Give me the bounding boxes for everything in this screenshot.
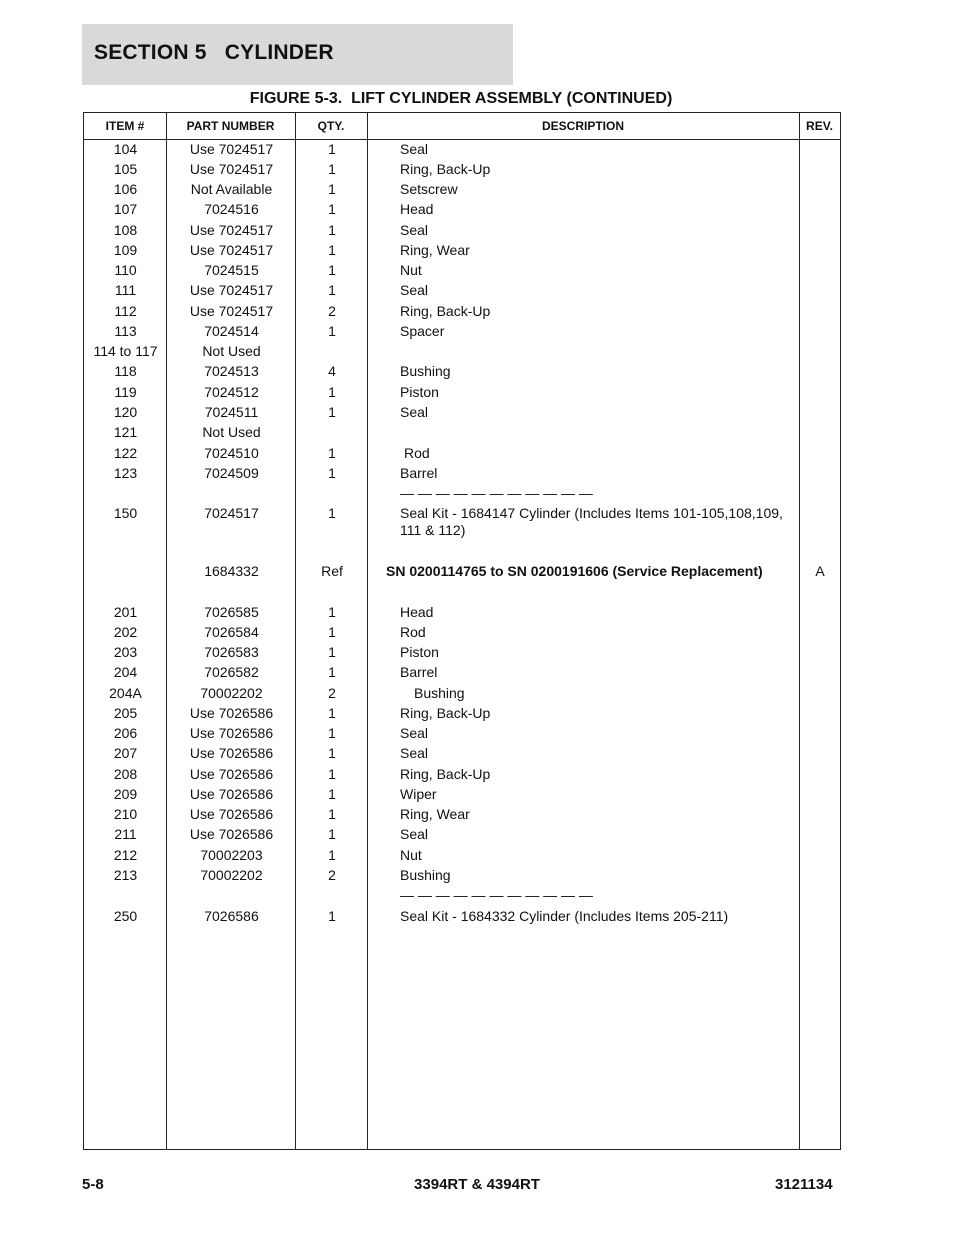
part-number-cell: 7026585: [204, 604, 259, 620]
description-cell: Seal Kit - 1684332 Cylinder (Includes Items 205-211): [400, 908, 729, 924]
header-qty: QTY.: [317, 119, 345, 133]
qty-cell: 1: [328, 766, 336, 782]
description-cell: Seal: [400, 826, 429, 842]
item-cell: 204A: [109, 685, 142, 701]
qty-cell: 1: [328, 141, 336, 157]
qty-cell: 1: [328, 624, 336, 640]
description-cell: Ring, Back-Up: [400, 303, 491, 319]
part-number-cell: Use 7024517: [189, 141, 274, 157]
description-cell: SN 0200114765 to SN 0200191606 (Service Replacement): [386, 563, 763, 579]
qty-cell: 2: [328, 303, 336, 319]
item-cell: 120: [113, 404, 138, 420]
qty-cell: 2: [328, 685, 336, 701]
part-number-cell: 7024509: [204, 465, 259, 481]
description-cell: Nut: [400, 847, 422, 863]
qty-cell: 1: [328, 445, 336, 461]
qty-cell: Ref: [321, 563, 343, 579]
qty-cell: 1: [328, 222, 336, 238]
part-number-cell: Use 7026586: [189, 766, 274, 782]
qty-cell: 1: [328, 908, 336, 924]
qty-cell: 1: [328, 181, 336, 197]
description-cell: Seal Kit - 1684147 Cylinder (Includes Items 101-105,108,109,: [400, 505, 783, 521]
qty-cell: 1: [328, 384, 336, 400]
part-number-cell: Use 7026586: [189, 705, 274, 721]
item-cell: 119: [114, 384, 137, 400]
description-cell: Rod: [404, 445, 430, 461]
qty-cell: 1: [328, 242, 336, 258]
item-cell: 111: [114, 282, 137, 298]
description-cell: Seal: [400, 222, 429, 238]
description-cell: Ring, Back-Up: [400, 766, 491, 782]
part-number-cell: Not Used: [202, 424, 261, 440]
qty-cell: 1: [328, 505, 336, 521]
qty-cell: 1: [328, 806, 336, 822]
description-cell: Rod: [400, 624, 426, 640]
item-cell: 206: [113, 725, 138, 741]
description-cell: Ring, Back-Up: [400, 705, 491, 721]
item-cell: 201: [113, 604, 138, 620]
part-number-cell: Use 7026586: [189, 745, 274, 761]
item-cell: 118: [114, 363, 137, 379]
section-banner: [82, 24, 513, 85]
item-cell: 110: [114, 262, 137, 278]
item-cell: 250: [113, 908, 138, 924]
header-rev: REV.: [806, 119, 833, 133]
qty-cell: 1: [328, 644, 336, 660]
description-cell: Head: [400, 604, 434, 620]
part-number-cell: 1684332: [204, 563, 259, 579]
qty-cell: 1: [328, 465, 336, 481]
part-number-cell: Use 7026586: [189, 725, 274, 741]
qty-cell: 1: [328, 282, 336, 298]
part-number-cell: Use 7024517: [189, 161, 274, 177]
description-cell: Barrel: [400, 664, 438, 680]
description-cell: Bushing: [400, 363, 451, 379]
description-cell: Bushing: [414, 685, 465, 701]
item-cell: 122: [113, 445, 138, 461]
description-cell: Piston: [400, 384, 439, 400]
item-cell: 112: [114, 303, 137, 319]
item-cell: 202: [113, 624, 138, 640]
item-cell: 204: [113, 664, 138, 680]
item-cell: 208: [113, 766, 138, 782]
description-cell: Spacer: [400, 323, 445, 339]
qty-cell: 1: [328, 745, 336, 761]
description-cell: — — — — — — — — — — —: [400, 887, 593, 903]
figure-title: FIGURE 5-3. LIFT CYLINDER ASSEMBLY (CONTINUED): [249, 90, 673, 107]
part-number-cell: 7026583: [204, 644, 259, 660]
qty-cell: 4: [328, 363, 336, 379]
part-number-cell: 7026584: [204, 624, 259, 640]
item-cell: 213: [113, 867, 138, 883]
header-description: DESCRIPTION: [541, 119, 624, 133]
part-number-cell: Use 7026586: [189, 806, 274, 822]
column-divider: [799, 113, 800, 1149]
description-cell: Seal: [400, 725, 429, 741]
item-cell: 104: [113, 141, 138, 157]
document-number: 3121134: [775, 1176, 833, 1193]
description-cell: Ring, Back-Up: [400, 161, 491, 177]
qty-cell: 1: [328, 404, 336, 420]
item-cell: 105: [113, 161, 138, 177]
qty-cell: 1: [328, 826, 336, 842]
item-cell: 121: [113, 424, 138, 440]
header-item: ITEM #: [105, 119, 145, 133]
description-cell: Piston: [400, 644, 439, 660]
part-number-cell: 7024514: [204, 323, 259, 339]
description-cell: Seal: [400, 745, 429, 761]
item-cell: 107: [113, 201, 138, 217]
part-number-cell: 7024515: [204, 262, 259, 278]
part-number-cell: 7026586: [204, 908, 259, 924]
part-number-cell: Use 7026586: [189, 786, 274, 802]
qty-cell: 1: [328, 323, 336, 339]
description-cell: Wiper: [400, 786, 437, 802]
qty-cell: 1: [328, 604, 336, 620]
item-cell: 123: [113, 465, 138, 481]
qty-cell: 1: [328, 847, 336, 863]
item-cell: 106: [113, 181, 138, 197]
description-cell: Setscrew: [400, 181, 458, 197]
part-number-cell: 7024516: [204, 201, 259, 217]
page-number: 5-8: [82, 1176, 104, 1193]
item-cell: 212: [113, 847, 138, 863]
part-number-cell: Not Used: [202, 343, 261, 359]
description-cell: — — — — — — — — — — —: [400, 485, 593, 501]
parts-table: [83, 112, 841, 1150]
description-cell: Ring, Wear: [400, 242, 470, 258]
item-cell: 108: [113, 222, 138, 238]
part-number-cell: 7024510: [204, 445, 259, 461]
item-cell: 209: [113, 786, 138, 802]
part-number-cell: 7024512: [204, 384, 259, 400]
section-title: SECTION 5 CYLINDER: [94, 41, 334, 64]
part-number-cell: 70002203: [200, 847, 263, 863]
header-part-number: PART NUMBER: [186, 119, 275, 133]
item-cell: 150: [113, 505, 138, 521]
model-label: 3394RT & 4394RT: [414, 1176, 540, 1193]
description-cell: Seal: [400, 404, 429, 420]
qty-cell: 1: [328, 664, 336, 680]
qty-cell: 1: [328, 725, 336, 741]
description-cell: Bushing: [400, 867, 451, 883]
part-number-cell: 7024517: [204, 505, 259, 521]
description-cell: Seal: [400, 282, 429, 298]
item-cell: 114 to 117: [93, 343, 158, 359]
description-cell: Seal: [400, 141, 429, 157]
rev-cell: A: [815, 563, 825, 579]
part-number-cell: Not Available: [190, 181, 273, 197]
item-cell: 211: [114, 826, 137, 842]
qty-cell: 1: [328, 786, 336, 802]
part-number-cell: Use 7024517: [189, 222, 274, 238]
item-cell: 109: [113, 242, 138, 258]
description-cell: Ring, Wear: [400, 806, 470, 822]
part-number-cell: Use 7024517: [189, 242, 274, 258]
qty-cell: 1: [328, 262, 336, 278]
qty-cell: 1: [328, 201, 336, 217]
item-cell: 205: [113, 705, 138, 721]
description-cell: Nut: [400, 262, 422, 278]
description-cell: 111 & 112): [400, 522, 466, 538]
part-number-cell: Use 7024517: [189, 282, 274, 298]
description-cell: Barrel: [400, 465, 438, 481]
part-number-cell: Use 7026586: [189, 826, 274, 842]
part-number-cell: 7024511: [204, 404, 259, 420]
item-cell: 113: [114, 323, 137, 339]
qty-cell: 2: [328, 867, 336, 883]
qty-cell: 1: [328, 705, 336, 721]
part-number-cell: 70002202: [200, 867, 263, 883]
item-cell: 210: [113, 806, 138, 822]
part-number-cell: 7024513: [204, 363, 259, 379]
item-cell: 207: [113, 745, 138, 761]
part-number-cell: Use 7024517: [189, 303, 274, 319]
part-number-cell: 70002202: [200, 685, 263, 701]
item-cell: 203: [113, 644, 138, 660]
qty-cell: 1: [328, 161, 336, 177]
part-number-cell: 7026582: [204, 664, 259, 680]
table-header: [84, 113, 840, 140]
description-cell: Head: [400, 201, 434, 217]
